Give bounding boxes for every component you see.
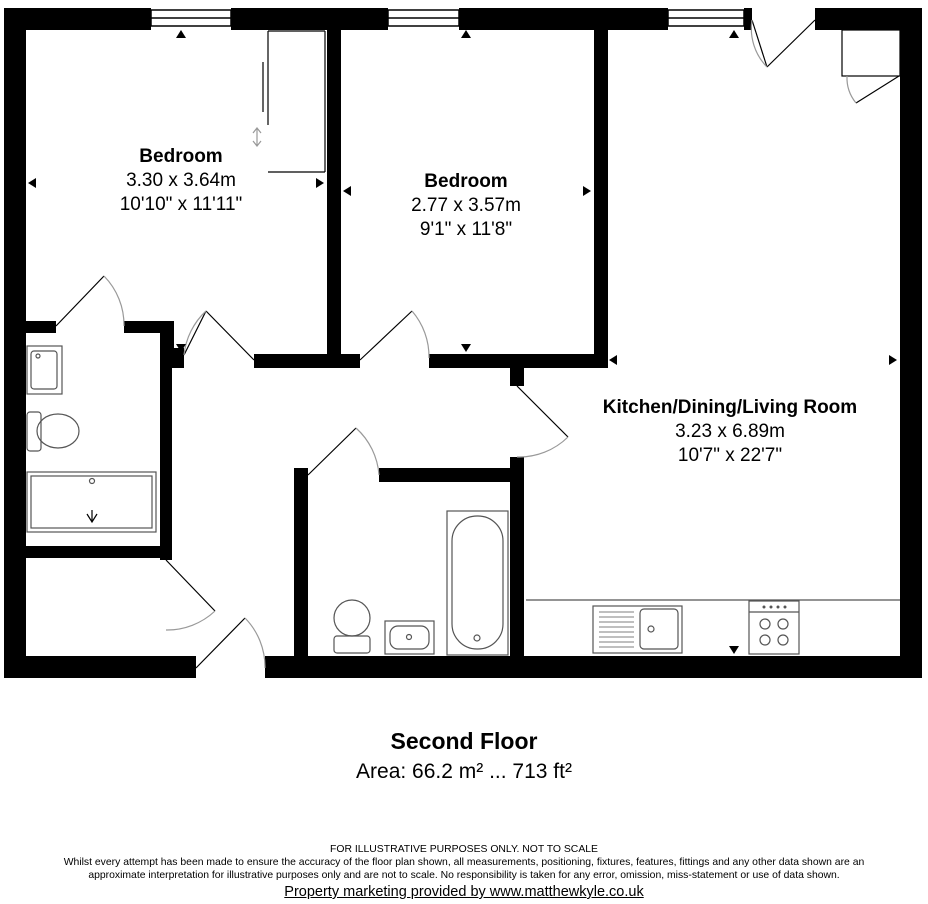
room-metric: 2.77 x 3.57m [411,194,521,216]
room-name: Bedroom [139,146,223,167]
room-name: Bedroom [424,171,508,192]
fixtures [27,346,900,655]
room-name: Kitchen/Dining/Living Room [602,397,858,418]
floor-title: Second Floor [390,728,538,754]
room-imperial: 9'1" x 11'8" [419,218,513,240]
walls [4,8,922,678]
room-imperial: 10'7" x 22'7" [677,444,783,466]
wardrobe [253,31,325,172]
disclaimer-heading: FOR ILLUSTRATIVE PURPOSES ONLY. NOT TO SCALE [330,844,598,855]
disclaimer-line-2: approximate interpretation for illustrative purposes only and are not to scale. No responsibility is taken for any error, omission, miss-statement or use of data shown. [88,870,840,881]
kitchen-living-label [570,396,890,467]
bedroom-1-label [101,145,261,216]
room-metric: 3.23 x 6.89m [675,420,785,442]
bedroom-2-label [386,170,546,241]
disclaimer-line-1: Whilst every attempt has been made to ensure the accuracy of the floor plan shown, all measurements, positioning, fixtures, features, fittings and any other data shown are an [63,857,865,868]
floor-area: Area: 66.2 m² ... 713 ft² [356,760,572,783]
room-imperial: 10'10" x 11'11" [119,193,243,215]
marketing-link[interactable]: Property marketing provided by www.matthewkyle.co.uk [284,884,644,900]
room-metric: 3.30 x 3.64m [126,169,236,191]
dimension-markers [28,30,897,654]
